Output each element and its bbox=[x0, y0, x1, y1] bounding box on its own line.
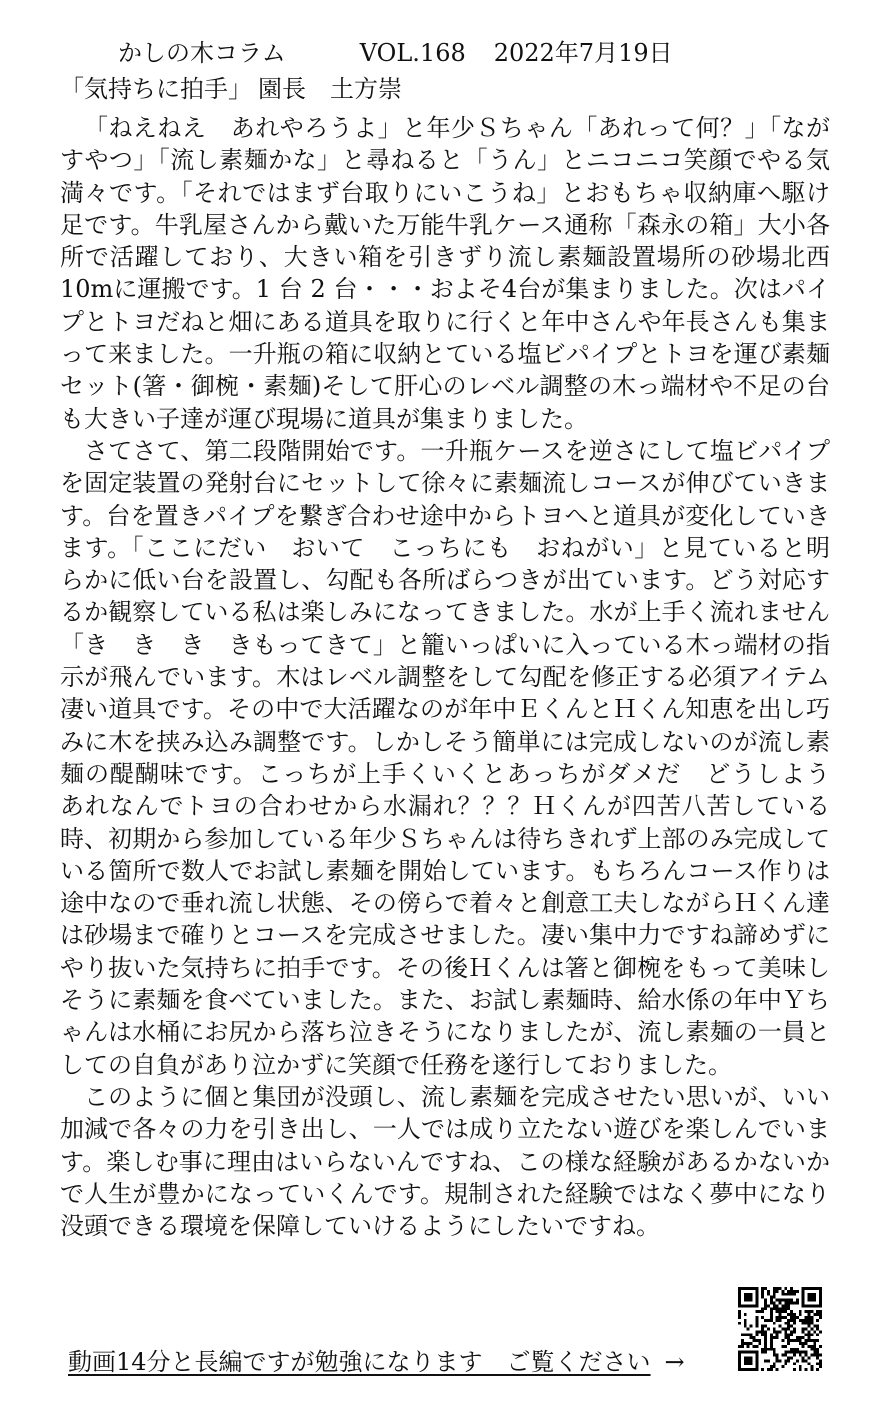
article-author: 園長 土方崇 bbox=[258, 75, 402, 103]
column-header bbox=[118, 38, 673, 68]
qr-code-icon[interactable] bbox=[738, 1287, 822, 1371]
issue-date: 2022年7月19日 bbox=[493, 39, 673, 67]
article-byline bbox=[60, 74, 402, 104]
video-link[interactable]: 動画14分と長編ですが勉強になります ご覧ください bbox=[68, 1348, 651, 1376]
video-link-row bbox=[68, 1347, 685, 1377]
paragraph: 「ねえねえ あれやろうよ」と年少Ｓちゃん「あれって何？」「ながすやつ」「流し素麺かな」と尋ねると「うん」とニコニコ笑顔でやる気満々です。「それではまず台取りにいこうね」とおもちゃ収納庫へ駆け足です。牛乳屋さんから戴いた万能牛乳ケース通称「森永の箱」大小各所で活躍しており、大きい箱を引きずり流し素麺設置場所の砂場北西 10mに運搬です。1 台 2 台・・・およそ4台が集まりました。次はパイプとトヨだねと畑にある道具を取りに行くと年中さんや年長さんも集まって来ました。一升瓶の箱に収納とている塩ビパイプとトヨを運び素麺セット(箸・御椀・素麺)そして肝心のレベル調整の木っ端材や不足の台も大きい子達が運び現場に道具が集まりました。 bbox=[60, 114, 830, 433]
arrow-right-icon: → bbox=[664, 1348, 685, 1376]
article-title: 「気持ちに拍手」 bbox=[60, 75, 252, 103]
column-name: かしの木コラム bbox=[118, 39, 286, 67]
article-body bbox=[60, 112, 854, 1242]
paragraph: このように個と集団が没頭し、流し素麺を完成させたい思いが、いい加減で各々の力を引き出し、一人では成り立たない遊びを楽しんでいます。楽しむ事に理由はいらないんですね、この様な経験があるかないかで人生が豊かになっていくんです。規制された経験ではなく夢中になり没頭できる環境を保障していけるようにしたいですね。 bbox=[60, 1082, 830, 1241]
volume-number: VOL.168 bbox=[359, 39, 466, 67]
paragraph: さてさて、第二段階開始です。一升瓶ケースを逆さにして塩ビパイプを固定装置の発射台にセットして徐々に素麺流しコースが伸びていきます。台を置きパイプを繋ぎ合わせ途中からトヨへと道具が変化していきます。「ここにだい おいて こっちにも おねがい」と見ていると明らかに低い台を設置し、勾配も各所ばらつきが出ています。どう対応するか観察している私は楽しみになってきました。水が上手く流れません「き き き きもってきて」と籠いっぱいに入っている木っ端材の指示が飛んでいます。木はレベル調整をして勾配を修正する必須アイテム凄い道具です。その中で大活躍なのが年中ＥくんとＨくん知恵を出し巧みに木を挟み込み調整です。しかしそう簡単には完成しないのが流し素麺の醍醐味です。こっちが上手くいくとあっちがダメだ どうしよう あれなんでトヨの合わせから水漏れ？？？Ｈくんが四苦八苦している時、初期から参加している年少Ｓちゃんは待ちきれず上部のみ完成している箇所で数人でお試し素麺を開始しています。もちろんコース作りは途中なので垂れ流し状態、その傍らで着々と創意工夫しながらＨくん達は砂場まで確りとコースを完成させました。凄い集中力ですね諦めずにやり抜いた気持ちに拍手です。その後Ｈくんは箸と御椀をもって美味しそうに素麺を食べていました。また、お試し素麺時、給水係の年中Ｙちゃんは水桶にお尻から落ち泣きそうになりましたが、流し素麺の一員としての自負があり泣かずに笑顔で任務を遂行しておりました。 bbox=[60, 436, 854, 1079]
